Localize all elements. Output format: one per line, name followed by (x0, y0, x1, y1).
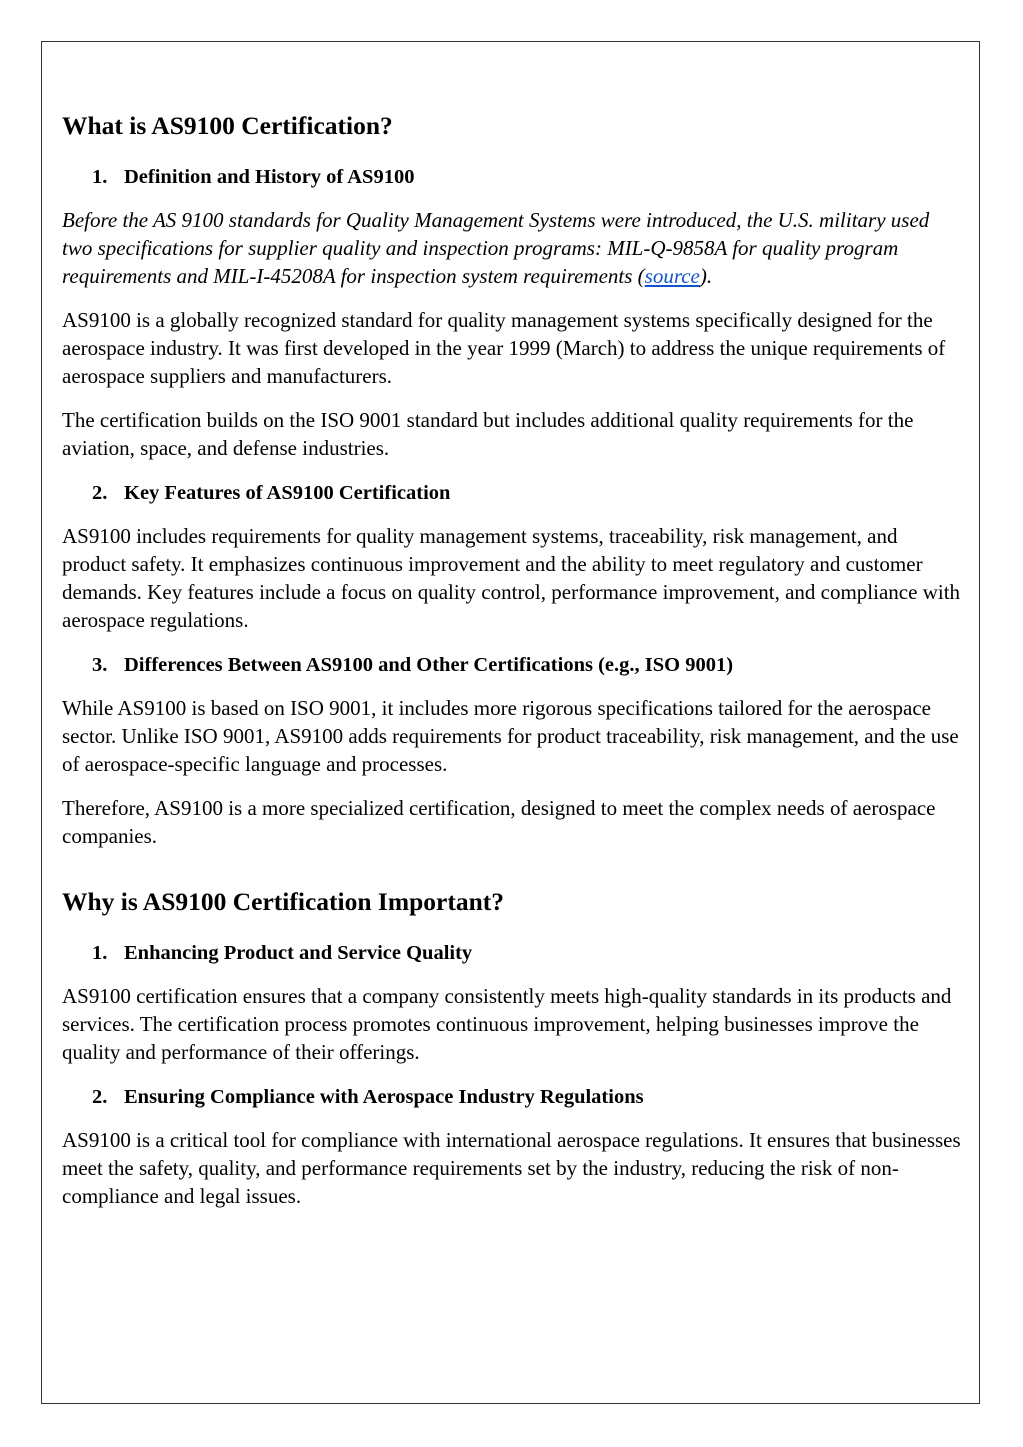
paragraph-history: Before the AS 9100 standards for Quality Management Systems were introduced, the U.S. military used two specifications for supplier quality and inspection programs: MIL-Q-9858A for quality program requirements and MIL-I-45208A for inspection system requirements (source). (62, 208, 930, 288)
section-heading-what-is-as9100: What is AS9100 Certification? (62, 111, 393, 140)
subheading-text: Definition and History of AS9100 (124, 166, 415, 188)
section-heading-why-important: Why is AS9100 Certification Important? (62, 887, 504, 916)
subheading-enhancing-quality (62, 938, 962, 968)
list-number: 2. (92, 482, 108, 504)
paragraph-differences: While AS9100 is based on ISO 9001, it includes more rigorous specifications tailored for the aerospace sector. Unlike ISO 9001, AS9100 adds requirements for product traceability, risk management, and the use of aerospace-specific language and processes. (62, 696, 959, 776)
paragraph-key-features: AS9100 includes requirements for quality management systems, traceability, risk management, and product safety. It emphasizes continuous improvement and the ability to meet regulatory and customer demands. Key features include a focus on quality control, performance improvement, and compliance with aerospace regulations. (62, 524, 961, 632)
list-number: 2. (92, 1086, 108, 1108)
paragraph-definition: AS9100 is a globally recognized standard for quality management systems specifically designed for the aerospace industry. It was first developed in the year 1999 (March) to address the unique requirements of aerospace suppliers and manufacturers. (62, 308, 946, 388)
paragraph-iso-basis: The certification builds on the ISO 9001 standard but includes additional quality requirements for the aviation, space, and defense industries. (62, 408, 914, 460)
subheading-text: Enhancing Product and Service Quality (124, 942, 473, 964)
subheading-compliance (62, 1082, 962, 1112)
paragraph-compliance: AS9100 is a critical tool for compliance with international aerospace regulations. It ensures that businesses meet the safety, quality, and performance requirements set by the industry, reducing the risk of non-compliance and legal issues. (62, 1128, 961, 1208)
list-number: 3. (92, 654, 108, 676)
subheading-key-features (62, 478, 962, 508)
paragraph-enhancing-quality: AS9100 certification ensures that a company consistently meets high-quality standards in its products and services. The certification process promotes continuous improvement, helping businesses improve the quality and performance of their offerings. (62, 984, 952, 1064)
subheading-text: Ensuring Compliance with Aerospace Industry Regulations (124, 1086, 644, 1108)
subheading-definition-history (62, 162, 962, 192)
subheading-differences (62, 650, 962, 680)
list-number: 1. (92, 942, 108, 964)
subheading-text: Key Features of AS9100 Certification (124, 482, 451, 504)
paragraph-specialized: Therefore, AS9100 is a more specialized certification, designed to meet the complex needs of aerospace companies. (62, 796, 936, 848)
source-link[interactable]: source (644, 264, 700, 288)
list-number: 1. (92, 166, 108, 188)
subheading-text: Differences Between AS9100 and Other Certifications (e.g., ISO 9001) (124, 654, 734, 676)
document-body (62, 108, 962, 1210)
